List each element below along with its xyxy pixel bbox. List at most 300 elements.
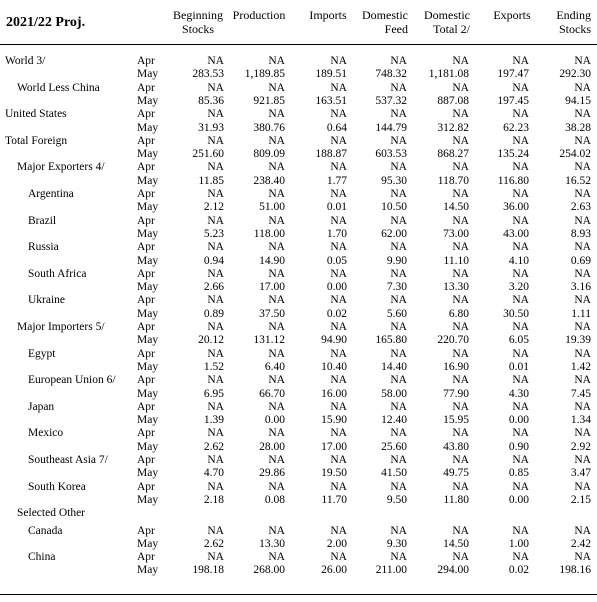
row-month: May (137, 94, 159, 107)
cell-production: 51.00 (259, 201, 285, 214)
cell-ending-stocks: 1.34 (570, 414, 591, 427)
cell-beginning-stocks: 11.85 (198, 174, 224, 187)
row-month: May (137, 307, 159, 320)
row-label: Selected Other (17, 507, 86, 520)
cell-domestic-feed: NA (390, 241, 407, 254)
cell-imports: NA (330, 524, 347, 537)
cell-ending-stocks: 2.92 (570, 440, 591, 453)
cell-exports: NA (512, 427, 529, 440)
cell-imports: NA (330, 214, 347, 227)
cell-ending-stocks: NA (574, 134, 591, 147)
cell-ending-stocks: NA (574, 374, 591, 387)
table-row (0, 414, 597, 427)
cell-production: NA (268, 480, 285, 493)
cell-production: NA (268, 81, 285, 94)
table-row (0, 175, 597, 188)
cell-exports: NA (512, 188, 529, 200)
cell-domestic-feed: 10.50 (381, 201, 407, 214)
cell-domestic-total: NA (452, 454, 469, 466)
table-row (0, 334, 597, 347)
table-row (0, 494, 597, 507)
cell-beginning-stocks: NA (207, 294, 224, 307)
table-row (0, 255, 597, 268)
cell-exports: NA (512, 55, 529, 67)
cell-domestic-feed: 58.00 (381, 387, 407, 400)
cell-domestic-feed: NA (390, 400, 407, 413)
cell-domestic-total: NA (452, 551, 469, 564)
cell-production: 37.50 (259, 307, 285, 320)
cell-domestic-feed: NA (390, 454, 407, 466)
cell-domestic-feed: 95.30 (381, 174, 407, 187)
cell-production: 29.86 (259, 467, 285, 480)
cell-production: 0.00 (264, 414, 285, 427)
cell-production: 14.90 (259, 254, 285, 267)
cell-exports: 0.02 (508, 564, 529, 577)
cell-domestic-feed: NA (390, 374, 407, 387)
cell-domestic-feed: 5.60 (386, 307, 407, 320)
cell-domestic-total: NA (452, 480, 469, 493)
cell-beginning-stocks: NA (207, 55, 224, 67)
cell-exports: 62.23 (503, 121, 529, 134)
row-month: May (137, 68, 159, 81)
cell-imports: 1.70 (326, 227, 347, 240)
cell-exports: 30.50 (503, 307, 529, 320)
cell-ending-stocks: 2.63 (570, 201, 591, 214)
cell-ending-stocks: 7.45 (570, 387, 591, 400)
row-label: China (28, 551, 56, 564)
cell-ending-stocks: 1.42 (570, 360, 591, 373)
row-month: May (137, 414, 159, 427)
cell-domestic-feed: NA (390, 134, 407, 147)
cell-production: 131.12 (253, 334, 285, 347)
cell-beginning-stocks: 2.12 (203, 201, 224, 214)
table-row (0, 374, 597, 387)
cell-production: 118.00 (253, 227, 285, 240)
cell-ending-stocks: NA (574, 161, 591, 174)
cell-domestic-feed: NA (390, 267, 407, 280)
row-month: Apr (137, 347, 155, 360)
col-header-exports: Exports (493, 8, 531, 22)
cell-exports: 116.80 (497, 174, 529, 187)
cell-imports: 163.51 (315, 94, 347, 107)
cell-imports: 10.40 (321, 360, 347, 373)
cell-exports: NA (512, 321, 529, 333)
cell-imports: NA (330, 241, 347, 254)
table-row (0, 551, 597, 564)
cell-domestic-feed: NA (390, 294, 407, 307)
cell-production: 238.40 (253, 174, 285, 187)
cell-beginning-stocks: 283.53 (192, 68, 224, 81)
cell-domestic-feed: 537.32 (375, 94, 407, 107)
cell-imports: 15.90 (321, 414, 347, 427)
cell-domestic-total: NA (452, 55, 469, 67)
row-label: Brazil (28, 214, 57, 227)
cell-exports: NA (512, 81, 529, 94)
table-row (0, 441, 597, 454)
cell-ending-stocks: 3.16 (570, 281, 591, 294)
cell-imports: 19.50 (321, 467, 347, 480)
cell-domestic-total: NA (452, 321, 469, 333)
cell-ending-stocks: NA (574, 267, 591, 280)
cell-exports: NA (512, 134, 529, 147)
cell-production: NA (268, 454, 285, 466)
cell-production: NA (268, 134, 285, 147)
table-row (0, 188, 597, 201)
row-label: United States (5, 108, 67, 121)
cell-domestic-total: 15.95 (443, 414, 469, 427)
cell-exports: 0.00 (508, 493, 529, 506)
cell-exports: 0.01 (508, 360, 529, 373)
cell-imports: NA (330, 551, 347, 564)
table-row (0, 82, 597, 95)
row-label: World 3/ (5, 55, 46, 67)
table-row (0, 108, 597, 121)
cell-ending-stocks: 16.52 (565, 174, 591, 187)
row-month: Apr (137, 400, 155, 413)
cell-domestic-feed: NA (390, 214, 407, 227)
cell-beginning-stocks: 2.18 (203, 493, 224, 506)
row-label: World Less China (17, 81, 100, 94)
cell-ending-stocks: NA (574, 480, 591, 493)
row-month: May (137, 493, 159, 506)
cell-beginning-stocks: 0.89 (203, 307, 224, 320)
cell-domestic-feed: NA (390, 161, 407, 174)
cell-beginning-stocks: NA (207, 551, 224, 564)
row-month: May (137, 360, 159, 373)
cell-exports: 6.05 (508, 334, 529, 347)
cell-imports: NA (330, 134, 347, 147)
row-month: Apr (137, 55, 155, 67)
row-month: May (137, 334, 159, 347)
cell-exports: 4.10 (508, 254, 529, 267)
cell-beginning-stocks: 4.70 (203, 467, 224, 480)
cell-domestic-total: 868.27 (437, 148, 469, 161)
col-header-imports: Imports (309, 8, 347, 22)
table-row (0, 564, 597, 577)
cell-beginning-stocks: 85.36 (198, 94, 224, 107)
cell-exports: NA (512, 347, 529, 360)
cell-domestic-total: NA (452, 81, 469, 94)
cell-production: 66.70 (259, 387, 285, 400)
cell-domestic-feed: NA (390, 480, 407, 493)
cell-ending-stocks: 38.28 (565, 121, 591, 134)
cell-production: NA (268, 374, 285, 387)
cell-imports: 188.87 (315, 148, 347, 161)
table-title: 2021/22 Proj. (6, 15, 86, 30)
cell-domestic-total: NA (452, 134, 469, 147)
table-row (0, 201, 597, 214)
table-row (0, 148, 597, 161)
cell-exports: NA (512, 267, 529, 280)
cell-domestic-feed: 14.40 (381, 360, 407, 373)
cell-production: NA (268, 427, 285, 440)
cell-production: NA (268, 294, 285, 307)
cell-production: 268.00 (253, 564, 285, 577)
cell-domestic-feed: NA (390, 321, 407, 333)
cell-production: NA (268, 400, 285, 413)
cell-beginning-stocks: 6.95 (203, 387, 224, 400)
cell-domestic-total: NA (452, 214, 469, 227)
cell-domestic-feed: NA (390, 108, 407, 121)
cell-imports: 17.00 (321, 440, 347, 453)
cell-exports: 135.24 (497, 148, 529, 161)
cell-production: 6.40 (264, 360, 285, 373)
row-month: Apr (137, 374, 155, 387)
cell-domestic-total: NA (452, 294, 469, 307)
cell-exports: 197.47 (497, 68, 529, 81)
cell-domestic-feed: NA (390, 188, 407, 200)
cell-domestic-feed: 9.30 (386, 537, 407, 550)
cell-domestic-feed: 41.50 (381, 467, 407, 480)
cell-imports: NA (330, 321, 347, 333)
cell-imports: NA (330, 427, 347, 440)
cell-exports: NA (512, 214, 529, 227)
cell-domestic-feed: 603.53 (375, 148, 407, 161)
table-row (0, 507, 597, 520)
cell-ending-stocks: NA (574, 55, 591, 67)
row-month: Apr (137, 480, 155, 493)
table-row (0, 294, 597, 307)
cell-production: 13.30 (259, 537, 285, 550)
cell-ending-stocks: NA (574, 454, 591, 466)
cell-exports: 36.00 (503, 201, 529, 214)
cell-beginning-stocks: NA (207, 161, 224, 174)
cell-production: NA (268, 214, 285, 227)
cell-production: NA (268, 321, 285, 333)
cell-domestic-total: 887.08 (437, 94, 469, 107)
row-month: Apr (137, 241, 155, 254)
cell-ending-stocks: NA (574, 321, 591, 333)
table-row (0, 135, 597, 148)
cell-exports: NA (512, 161, 529, 174)
cell-exports: NA (512, 374, 529, 387)
cell-domestic-total: 77.90 (443, 387, 469, 400)
cell-ending-stocks: NA (574, 551, 591, 564)
cell-domestic-total: 16.90 (443, 360, 469, 373)
cell-ending-stocks: NA (574, 214, 591, 227)
cell-beginning-stocks: 251.60 (192, 148, 224, 161)
table-row (0, 361, 597, 374)
cell-imports: 94.90 (321, 334, 347, 347)
cell-ending-stocks: NA (574, 188, 591, 200)
cell-domestic-total: 11.10 (443, 254, 469, 267)
table-row (0, 388, 597, 401)
table-row (0, 467, 597, 480)
cell-ending-stocks: NA (574, 108, 591, 121)
cell-imports: NA (330, 454, 347, 466)
table-row (0, 401, 597, 414)
cell-ending-stocks: 1.11 (571, 307, 591, 320)
cell-imports: 1.77 (326, 174, 347, 187)
cell-ending-stocks: 0.69 (570, 254, 591, 267)
row-month: May (137, 387, 159, 400)
table-row (0, 122, 597, 135)
cell-domestic-total: 11.80 (443, 493, 469, 506)
cell-ending-stocks: 198.16 (559, 564, 591, 577)
row-label: Total Foreign (5, 134, 68, 147)
cell-imports: NA (330, 400, 347, 413)
table-row (0, 427, 597, 440)
cell-beginning-stocks: NA (207, 454, 224, 466)
cell-ending-stocks: NA (574, 294, 591, 307)
cell-exports: NA (512, 241, 529, 254)
cell-domestic-total: 13.30 (443, 281, 469, 294)
cell-production: 0.08 (264, 493, 285, 506)
col-header-domestic-feed: Domestic Feed (362, 8, 408, 36)
table-row (0, 55, 597, 68)
cell-domestic-total: NA (452, 347, 469, 360)
row-month: Apr (137, 188, 155, 200)
cell-ending-stocks: 292.30 (559, 68, 591, 81)
cell-beginning-stocks: NA (207, 400, 224, 413)
cell-domestic-total: NA (452, 400, 469, 413)
row-label: Argentina (28, 188, 74, 200)
cell-domestic-feed: 9.90 (386, 254, 407, 267)
row-label: Japan (28, 400, 55, 413)
cell-beginning-stocks: NA (207, 108, 224, 121)
table-row (0, 481, 597, 494)
cell-domestic-total: NA (452, 374, 469, 387)
row-month: Apr (137, 294, 155, 307)
table-row (0, 228, 597, 241)
cell-imports: NA (330, 108, 347, 121)
table-row (0, 525, 597, 538)
cell-production: 921.85 (253, 94, 285, 107)
cell-beginning-stocks: NA (207, 374, 224, 387)
row-label: Canada (28, 524, 63, 537)
row-month: Apr (137, 81, 155, 94)
cell-beginning-stocks: NA (207, 188, 224, 200)
cell-domestic-total: 14.50 (443, 537, 469, 550)
cell-production: NA (268, 347, 285, 360)
cell-beginning-stocks: NA (207, 214, 224, 227)
cell-domestic-total: 6.80 (448, 307, 469, 320)
cell-production: NA (268, 161, 285, 174)
cell-domestic-total: NA (452, 427, 469, 440)
cell-beginning-stocks: NA (207, 267, 224, 280)
table-bottom-rule (0, 594, 597, 595)
cell-production: NA (268, 524, 285, 537)
cell-production: NA (268, 188, 285, 200)
table-row (0, 348, 597, 361)
cell-domestic-total: NA (452, 267, 469, 280)
cell-domestic-total: 14.50 (443, 201, 469, 214)
cell-beginning-stocks: 20.12 (198, 334, 224, 347)
cell-ending-stocks: 19.39 (565, 334, 591, 347)
cell-imports: NA (330, 294, 347, 307)
row-label: Southeast Asia 7/ (28, 454, 108, 466)
row-month: May (137, 121, 159, 134)
col-header-production: Production (232, 8, 286, 22)
cell-imports: 0.01 (326, 201, 347, 214)
cell-imports: 189.51 (315, 68, 347, 81)
table-row (0, 268, 597, 281)
cell-exports: NA (512, 524, 529, 537)
cell-beginning-stocks: 198.18 (192, 564, 224, 577)
table-row (0, 454, 597, 467)
table-row (0, 321, 597, 334)
cell-ending-stocks: NA (574, 524, 591, 537)
row-label: Major Exporters 4/ (17, 161, 105, 174)
row-label: South Africa (28, 267, 87, 280)
cell-ending-stocks: 8.93 (570, 227, 591, 240)
col-header-ending-stocks: Ending Stocks (556, 8, 591, 36)
cell-beginning-stocks: NA (207, 321, 224, 333)
cell-beginning-stocks: 1.52 (203, 360, 224, 373)
row-month: Apr (137, 108, 155, 121)
cell-domestic-feed: NA (390, 427, 407, 440)
cell-ending-stocks: 254.02 (559, 148, 591, 161)
cell-imports: NA (330, 81, 347, 94)
row-month: May (137, 254, 159, 267)
cell-production: 380.76 (253, 121, 285, 134)
cell-domestic-feed: 62.00 (381, 227, 407, 240)
cell-domestic-total: 73.00 (443, 227, 469, 240)
cell-beginning-stocks: 0.94 (203, 254, 224, 267)
row-month: May (137, 537, 159, 550)
row-month: May (137, 201, 159, 214)
cell-exports: 197.45 (497, 94, 529, 107)
row-label: Ukraine (28, 294, 66, 307)
cell-exports: NA (512, 294, 529, 307)
cell-domestic-total: 118.70 (437, 174, 469, 187)
cell-beginning-stocks: NA (207, 347, 224, 360)
row-month: May (137, 148, 159, 161)
cell-production: NA (268, 108, 285, 121)
cell-exports: NA (512, 400, 529, 413)
cell-domestic-total: 220.70 (437, 334, 469, 347)
cell-production: NA (268, 241, 285, 254)
cell-beginning-stocks: NA (207, 241, 224, 254)
row-label: South Korea (28, 480, 86, 493)
cell-domestic-feed: 211.00 (375, 564, 407, 577)
cell-domestic-feed: 7.30 (386, 281, 407, 294)
col-header-domestic-total: Domestic Total 2/ (424, 8, 470, 36)
table-row (0, 241, 597, 254)
cell-exports: 3.20 (508, 281, 529, 294)
col-header-beginning-stocks: Beginning Stocks (173, 8, 223, 36)
row-month: Apr (137, 524, 155, 537)
cell-ending-stocks: 94.15 (565, 94, 591, 107)
cell-ending-stocks: 2.42 (570, 537, 591, 550)
cell-domestic-total: NA (452, 108, 469, 121)
cell-imports: 11.70 (321, 493, 347, 506)
cell-exports: NA (512, 108, 529, 121)
cell-imports: 0.64 (326, 121, 347, 134)
cell-domestic-total: 312.82 (437, 121, 469, 134)
cell-production: 28.00 (259, 440, 285, 453)
cell-production: 1,189.85 (244, 68, 285, 81)
cell-production: NA (268, 55, 285, 67)
row-month: Apr (137, 454, 155, 466)
cell-production: 17.00 (259, 281, 285, 294)
row-month: Apr (137, 134, 155, 147)
cell-beginning-stocks: 2.62 (203, 537, 224, 550)
cell-domestic-feed: NA (390, 81, 407, 94)
cell-production: NA (268, 551, 285, 564)
cell-beginning-stocks: NA (207, 81, 224, 94)
cell-domestic-feed: 12.40 (381, 414, 407, 427)
cell-exports: 1.00 (508, 537, 529, 550)
cell-ending-stocks: NA (574, 81, 591, 94)
row-month: Apr (137, 267, 155, 280)
cell-ending-stocks: NA (574, 400, 591, 413)
cell-imports: 2.00 (326, 537, 347, 550)
cell-domestic-total: NA (452, 188, 469, 200)
cell-production: 809.09 (253, 148, 285, 161)
row-month: May (137, 227, 159, 240)
row-month: May (137, 564, 159, 577)
